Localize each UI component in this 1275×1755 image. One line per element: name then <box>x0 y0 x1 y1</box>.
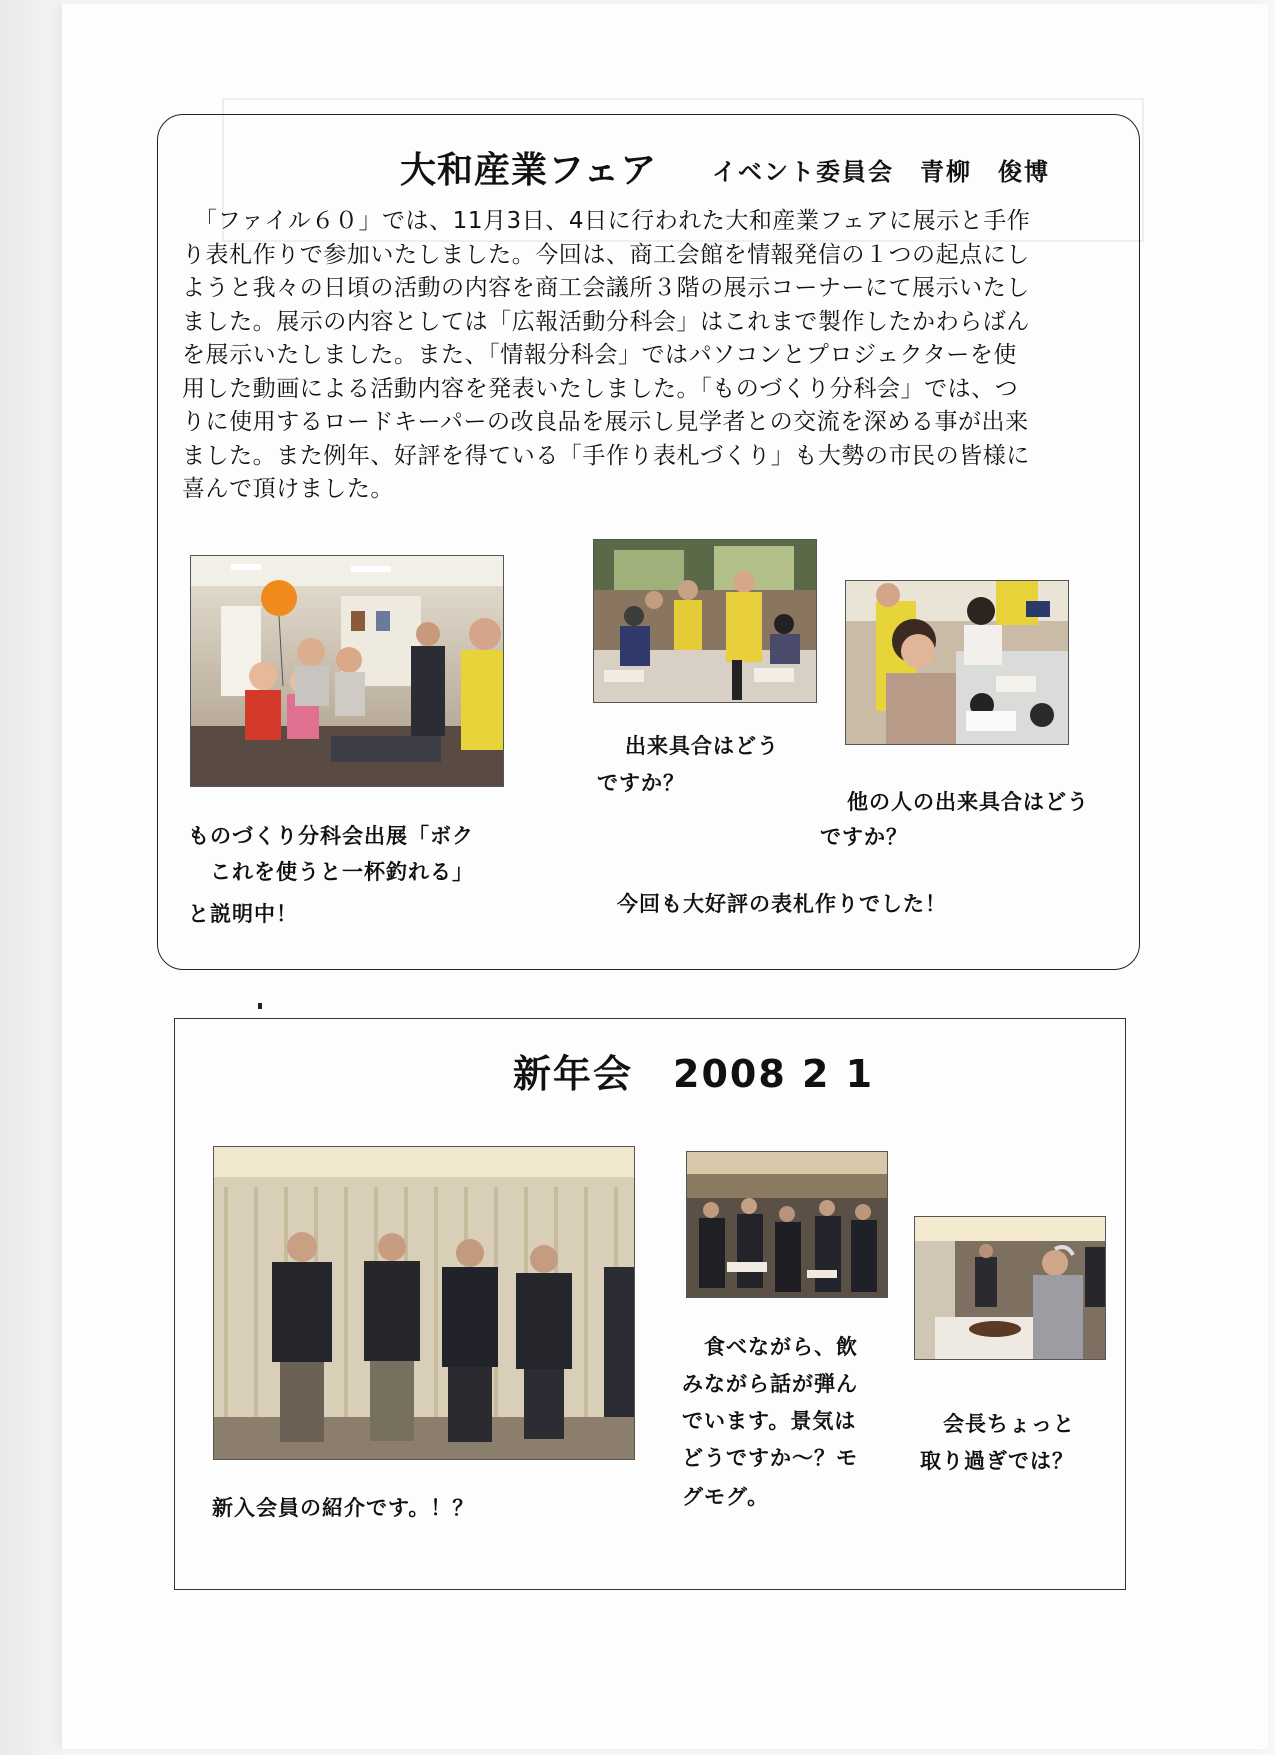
new-members-photo <box>213 1146 635 1460</box>
shared-caption: 今回も大好評の表札作りでした！ <box>617 892 947 916</box>
new-members-caption: 新入会員の紹介です。！？ <box>212 1496 475 1520</box>
chairman-caption-line2: 取り過ぎでは？ <box>920 1449 1074 1473</box>
chairman-buffet-photo <box>914 1216 1106 1360</box>
body-line: り表札作りで参加いたしました。今回は、商工会館を情報発信の１つの起点にし <box>182 241 1030 268</box>
photo2-caption-line2: ですか？ <box>597 771 685 795</box>
newyear-title: 新年会 2008 2 1 <box>513 1052 875 1096</box>
mingling-caption-line3: でいます。景気は <box>682 1409 857 1433</box>
photo1-caption-line2: これを使うと一杯釣れる」 <box>188 860 474 884</box>
mingling-photo-art <box>687 1152 887 1297</box>
mingling-caption-line2: みながら話が弾ん <box>682 1372 858 1396</box>
photo1-caption-line1: ものづくり分科会出展「ボク <box>188 824 474 848</box>
photo3-caption-line1: 他の人の出来具合はどう <box>847 790 1089 814</box>
mingling-caption-line4: どうですか～？モ <box>682 1446 858 1470</box>
photo3-caption-line2: ですか？ <box>820 825 908 849</box>
fair-title: 大和産業フェア <box>400 150 658 191</box>
chairman-caption-line1: 会長ちょっと <box>943 1412 1075 1436</box>
others-work-photo-art <box>846 581 1068 744</box>
body-line: ました。展示の内容としては「広報活動分科会」はこれまで製作したかわらばん <box>182 308 1030 335</box>
exhibition-booth-photo-art <box>191 556 503 786</box>
scan-edge <box>0 0 62 1755</box>
body-line: りに使用するロードキーパーの改良品を展示し見学者との交流を深める事が出来 <box>182 409 1029 435</box>
body-line: ました。また例年、好評を得ている「手作り表札づくり」も大勢の市民の皆様に <box>182 442 1030 469</box>
body-line: 用した動画による活動内容を発表いたしました。「ものづくり分科会」では、つ <box>182 375 1019 402</box>
body-line: 喜んで頂けました。 <box>182 476 394 502</box>
body-line: を展示いたしました。また、「情報分科会」ではパソコンとプロジェクターを使 <box>182 342 1017 368</box>
stray-mark <box>258 1003 262 1009</box>
mingling-caption-line1: 食べながら、飲 <box>682 1335 858 1359</box>
mingling-caption-line5: グモグ。 <box>682 1485 770 1509</box>
photo2-caption-line1: 出来具合はどう <box>625 734 779 758</box>
nameplate-workshop-photo-art <box>594 540 816 702</box>
body-line: ようと我々の日頃の活動の内容を商工会議所３階の展示コーナーにて展示いたし <box>182 275 1030 301</box>
exhibition-booth-photo <box>190 555 504 787</box>
new-members-photo-art <box>214 1147 634 1459</box>
others-work-photo <box>845 580 1069 745</box>
photo1-caption-line3: と説明中！ <box>188 902 298 926</box>
fair-byline: イベント委員会 青柳 俊博 <box>712 158 1050 186</box>
nameplate-workshop-photo <box>593 539 817 703</box>
chairman-buffet-photo-art <box>915 1217 1105 1359</box>
fair-body-text <box>182 205 1112 507</box>
body-line: 「ファイル６０」では、11月3日、4日に行われた大和産業フェアに展示と手作 <box>182 208 1031 234</box>
mingling-photo <box>686 1151 888 1298</box>
